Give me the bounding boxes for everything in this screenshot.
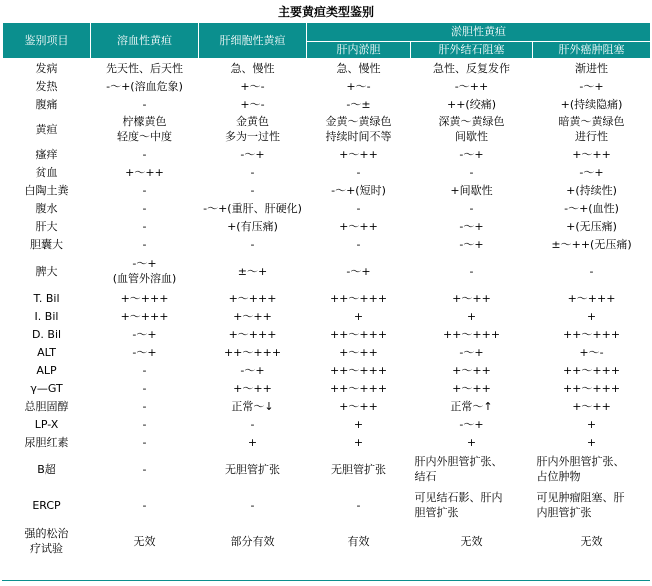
- table-cell: -～±: [346, 97, 371, 111]
- row-label: 强的松治 疗试验: [24, 527, 69, 555]
- table-cell: 无效: [133, 534, 156, 548]
- table-row: [3, 433, 651, 451]
- row-label: 总胆固醇: [24, 399, 69, 413]
- table-row: [3, 397, 651, 415]
- table-row: [3, 77, 651, 95]
- header-hepatocellular: 肝细胞性黄疸: [199, 23, 307, 59]
- table-row: [3, 487, 651, 523]
- table-row: [3, 289, 651, 307]
- row-label: 瘙痒: [35, 147, 58, 161]
- header-hemolytic: 溶血性黄疸: [91, 23, 199, 59]
- table-cell: 肝内外胆管扩张、 占位肿物: [536, 455, 625, 483]
- table-cell: -～++: [454, 79, 489, 93]
- table-cell: -: [356, 498, 361, 512]
- table-cell: -: [356, 237, 361, 251]
- row-label: D. Bil: [31, 327, 62, 341]
- table-cell: 可见肿瘤阻塞、肝 内胆管扩张: [536, 491, 625, 519]
- header-intrahepatic: 肝内淤胆: [307, 42, 411, 59]
- row-label: I. Bil: [34, 309, 59, 323]
- table-cell: +: [586, 435, 597, 449]
- table-row: [3, 253, 651, 289]
- table-cell: -: [142, 399, 147, 413]
- table-cell: ±～+: [237, 264, 268, 278]
- table-cell: +: [353, 435, 364, 449]
- table-cell: -～+(血性): [564, 201, 619, 215]
- table-row: [3, 325, 651, 343]
- header-tumor-obstruction: 肝外癌肿阻塞: [533, 42, 651, 59]
- table-cell: -: [142, 201, 147, 215]
- table-cell: +～++: [233, 309, 272, 323]
- table-cell: +～++: [452, 363, 491, 377]
- row-label: 发病: [35, 61, 58, 75]
- table-cell: 有效: [347, 534, 370, 548]
- table-row: [3, 163, 651, 181]
- table-cell: ++～+++: [223, 345, 282, 359]
- table-cell: ++～+++: [329, 327, 388, 341]
- table-cell: +～-: [240, 97, 265, 111]
- table-row: [3, 95, 651, 113]
- table-cell: -～+: [459, 345, 484, 359]
- table-cell: -: [142, 237, 147, 251]
- table-cell: -: [142, 435, 147, 449]
- table-cell: -: [250, 165, 255, 179]
- table-cell: -: [142, 462, 147, 476]
- table-cell: -～+(溶血危象): [106, 79, 183, 93]
- table-cell: -～+: [240, 363, 265, 377]
- table-cell: 肝内外胆管扩张、 结石: [414, 455, 503, 483]
- table-cell: ++～+++: [329, 291, 388, 305]
- table-cell: -: [250, 417, 255, 431]
- table-title: 主要黄疸类型鉴别: [277, 5, 374, 19]
- row-label: 白陶土粪: [24, 183, 69, 197]
- row-label: 腹痛: [35, 97, 58, 111]
- table-cell: -: [469, 264, 474, 278]
- table-cell: 急、慢性: [230, 61, 275, 75]
- row-label: B超: [37, 462, 56, 476]
- table-cell: ±～++(无压痛): [551, 237, 632, 251]
- row-label: LP-X: [34, 417, 59, 431]
- row-label: 脾大: [35, 264, 58, 278]
- table-row: [3, 523, 651, 559]
- table-cell: +: [353, 309, 364, 323]
- table-row: [3, 361, 651, 379]
- jaundice-comparison-table: [2, 22, 651, 559]
- table-cell: -: [142, 381, 147, 395]
- row-label: 腹水: [35, 201, 58, 215]
- table-cell: +～+++: [120, 291, 169, 305]
- table-cell: +(持续性): [566, 183, 617, 197]
- table-cell: -: [142, 219, 147, 233]
- table-cell: +～++: [125, 165, 164, 179]
- table-bottom-rule: [2, 580, 650, 581]
- row-label: ALT: [37, 345, 56, 359]
- table-cell: ++～+++: [562, 327, 621, 341]
- table-cell: -: [142, 183, 147, 197]
- table-cell: -～+: [240, 147, 265, 161]
- table-cell: -～+(短时): [331, 183, 386, 197]
- table-cell: +～++: [339, 345, 378, 359]
- row-label: T. Bil: [33, 291, 60, 305]
- table-cell: 可见结石影、肝内 胆管扩张: [414, 491, 503, 519]
- table-cell: 暗黄～黄绿色 进行性: [558, 115, 625, 143]
- table-row: [3, 343, 651, 361]
- table-cell: +(无压痛): [566, 219, 617, 233]
- table-cell: -～+: [459, 147, 484, 161]
- table-row: [3, 199, 651, 217]
- table-cell: +: [466, 309, 477, 323]
- table-cell: +: [586, 309, 597, 323]
- table-cell: 急性、反复发作: [433, 61, 510, 75]
- table-cell: +～-: [346, 79, 371, 93]
- table-cell: 无胆管扩张: [331, 462, 386, 476]
- table-cell: -: [469, 201, 474, 215]
- table-row: [3, 145, 651, 163]
- table-cell: ++(绞痛): [446, 97, 497, 111]
- table-cell: -: [356, 165, 361, 179]
- table-cell: +: [247, 435, 258, 449]
- table-cell: 急、慢性: [336, 61, 381, 75]
- table-cell: ++～+++: [442, 327, 501, 341]
- row-label: 尿胆红素: [24, 435, 69, 449]
- table-cell: +～+++: [228, 291, 277, 305]
- table-cell: +～++: [452, 291, 491, 305]
- table-cell: +: [353, 417, 364, 431]
- table-row: [3, 415, 651, 433]
- table-cell: -～+: [459, 219, 484, 233]
- table-cell: -～+: [579, 165, 604, 179]
- table-cell: -: [142, 417, 147, 431]
- table-row: [3, 217, 651, 235]
- table-cell: +间歇性: [450, 183, 493, 197]
- table-cell: +～++: [233, 381, 272, 395]
- table-cell: 金黄色 多为一过性: [225, 115, 280, 143]
- table-cell: -～+: [459, 237, 484, 251]
- table-cell: -: [469, 165, 474, 179]
- table-cell: 无胆管扩张: [225, 462, 280, 476]
- table-cell: +～++: [572, 147, 611, 161]
- table-body: [3, 59, 651, 560]
- row-label: 贫血: [35, 165, 58, 179]
- table-cell: +～+++: [567, 291, 616, 305]
- table-cell: +～++: [339, 219, 378, 233]
- table-cell: -: [142, 363, 147, 377]
- table-cell: ++～+++: [562, 363, 621, 377]
- table-cell: ++～+++: [329, 381, 388, 395]
- header-cholestatic: 淤胆性黄疸: [307, 23, 651, 42]
- table-cell: +(有压痛): [227, 219, 278, 233]
- table-cell: -: [356, 201, 361, 215]
- table-cell: -～+: [346, 264, 371, 278]
- table-cell: 部分有效: [230, 534, 275, 548]
- table-cell: -: [250, 498, 255, 512]
- table-cell: 无效: [460, 534, 483, 548]
- table-cell: +～++: [452, 381, 491, 395]
- table-cell: -～+: [132, 345, 157, 359]
- row-label: ALP: [36, 363, 57, 377]
- table-cell: +～+++: [228, 327, 277, 341]
- table-cell: ++～+++: [329, 363, 388, 377]
- header-stone-obstruction: 肝外结石阻塞: [411, 42, 533, 59]
- row-label: γ—GT: [30, 381, 63, 395]
- table-cell: -: [250, 183, 255, 197]
- row-label: 胆囊大: [30, 237, 63, 251]
- table-cell: -～+: [579, 79, 604, 93]
- table-cell: 无效: [580, 534, 603, 548]
- table-row: [3, 181, 651, 199]
- table-cell: +(持续隐痛): [560, 97, 623, 111]
- table-cell: 渐进性: [575, 61, 609, 75]
- row-label: 发热: [35, 79, 58, 93]
- table-cell: 金黄～黄绿色 持续时间不等: [325, 115, 392, 143]
- table-row: [3, 451, 651, 487]
- table-cell: +～-: [579, 345, 604, 359]
- table-cell: 正常～↑: [450, 399, 493, 413]
- table-cell: +～++: [339, 399, 378, 413]
- table-cell: -～+: [459, 417, 484, 431]
- table-cell: 柠檬黄色 轻度～中度: [117, 115, 172, 143]
- table-cell: -: [142, 97, 147, 111]
- table-cell: -～+: [132, 327, 157, 341]
- row-label: 肝大: [35, 219, 58, 233]
- table-cell: 正常～↓: [231, 399, 274, 413]
- table-cell: +～-: [240, 79, 265, 93]
- table-row: [3, 379, 651, 397]
- table-cell: 先天性、后天性: [106, 61, 183, 75]
- table-cell: -: [589, 264, 594, 278]
- table-row: [3, 113, 651, 145]
- table-cell: +～+++: [120, 309, 169, 323]
- table-cell: +: [586, 417, 597, 431]
- row-label: ERCP: [32, 498, 61, 512]
- table-cell: ++～+++: [562, 381, 621, 395]
- header-item: 鉴别项目: [3, 23, 91, 59]
- table-cell: -: [250, 237, 255, 251]
- table-cell: +: [466, 435, 477, 449]
- table-cell: -: [142, 147, 147, 161]
- table-cell: -～+ (血管外溶血): [112, 257, 177, 285]
- row-label: 黄疸: [35, 122, 58, 136]
- table-cell: +～++: [339, 147, 378, 161]
- table-row: [3, 59, 651, 78]
- table-row: [3, 307, 651, 325]
- table-cell: +～++: [572, 399, 611, 413]
- table-row: [3, 235, 651, 253]
- table-cell: 深黄～黄绿色 间歇性: [438, 115, 505, 143]
- table-cell: -: [142, 498, 147, 512]
- table-cell: -～+(重肝、肝硬化): [203, 201, 302, 215]
